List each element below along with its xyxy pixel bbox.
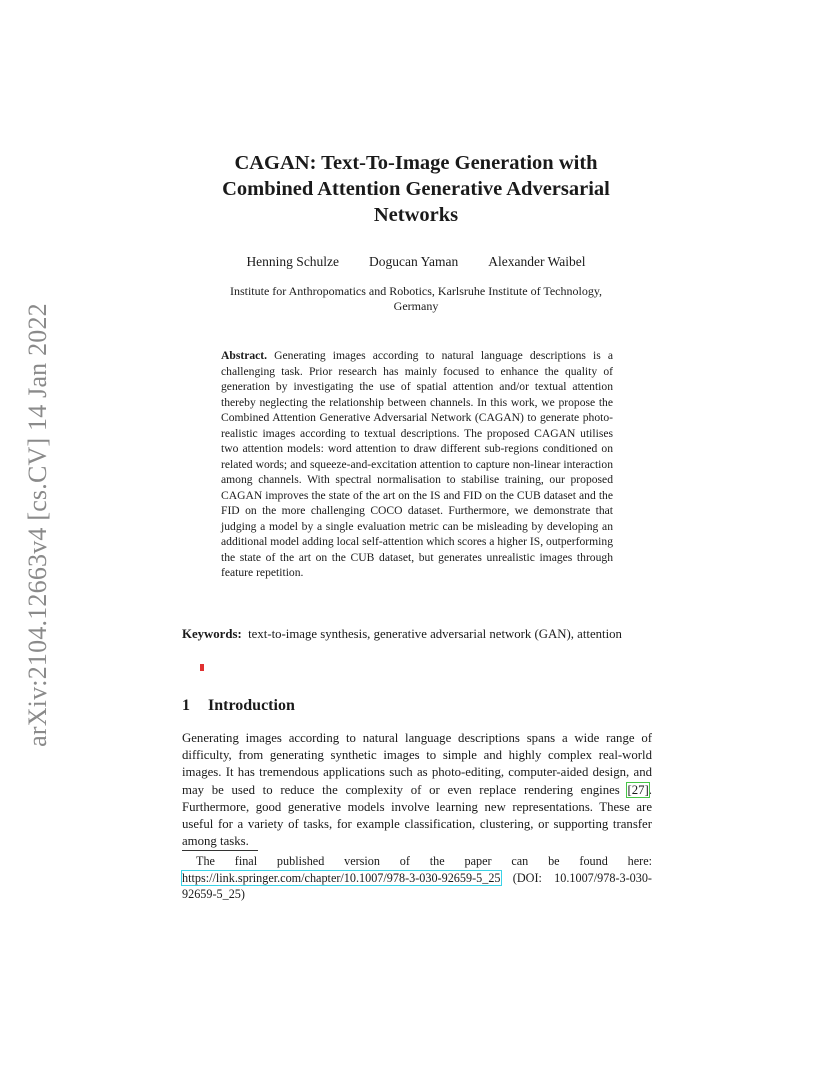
section-number: 1 — [182, 697, 190, 714]
footnote — [182, 853, 652, 903]
abstract-label: Abstract. — [221, 349, 268, 362]
author-name: Alexander Waibel — [488, 254, 586, 269]
title-line: Networks — [373, 204, 459, 226]
annotation-marker — [200, 664, 204, 671]
author-name: Henning Schulze — [246, 254, 340, 269]
arxiv-identifier-stamp: arXiv:2104.12663v4 [cs.CV] 14 Jan 2022 — [23, 303, 52, 747]
abstract — [221, 348, 613, 581]
keywords-label: Keywords: — [182, 627, 242, 641]
abstract-text: Generating images according to natural language descriptions is a challenging task. Prior research has mainly focused to enhance the quality of generation by investigating the use of spatial attention and/or textual attention thereby neglecting the relationship between channels. In this work, we propose the Combined Attention Generative Adversarial Network (CAGAN) to generate photo-realistic images according to textual descriptions. The proposed CAGAN utilises two attention models: word attention to draw different sub-regions conditioned on related words; and squeeze-and-excitation attention to capture non-linear interaction among channels. With spectral normalisation to stabilise training, our proposed CAGAN improves the state of the art on the IS and FID on the CUB dataset and the FID on the more challenging COCO dataset. Furthermore, we demonstrate that judging a model by a single evaluation metric can be misleading by developing an additional model adding local self-attention which scores a higher IS, outperforming the state of the art on the CUB dataset, but generates unrealistic images through feature repetition. — [221, 349, 613, 579]
affiliation — [190, 284, 642, 314]
springer-link[interactable]: https://link.springer.com/chapter/10.1007/978-3-030-92659-5_25 — [182, 870, 501, 885]
keywords-text: text-to-image synthesis, generative adversarial network (GAN), attention — [248, 627, 622, 641]
intro-text: . Furthermore, good generative models involve learning new representations. These are useful for a variety of tasks, for example classification, clustering, or supporting transfer among tasks. — [182, 782, 652, 849]
title-line: CAGAN: Text-To-Image Generation with — [234, 152, 598, 174]
affiliation-line: Institute for Anthropomatics and Robotics, Karlsruhe Institute of Technology, — [229, 284, 603, 298]
author-list — [180, 254, 652, 270]
intro-text: Generating images according to natural language descriptions spans a wide range of difficulty, from generating synthetic images to simple and highly complex real-world images. It has tremendous applications such as photo-editing, computer-aided design, and may be used to reduce the complexity of or even replace rendering engines — [182, 731, 652, 797]
keywords — [182, 626, 652, 643]
intro-paragraph — [182, 730, 652, 850]
citation-link[interactable]: [27] — [627, 782, 649, 797]
paper-title — [150, 150, 682, 228]
affiliation-line: Germany — [393, 299, 439, 313]
section-heading — [182, 697, 652, 715]
footnote-text: The final published version of the paper can be found here: — [196, 854, 652, 868]
footnote-text: (DOI: 10.1007/978-3-030-92659-5_25) — [182, 870, 652, 901]
title-line: Combined Attention Generative Adversarial — [222, 178, 610, 200]
footnote-rule — [182, 850, 258, 851]
author-name: Dogucan Yaman — [369, 254, 459, 269]
section-title: Introduction — [208, 697, 295, 714]
